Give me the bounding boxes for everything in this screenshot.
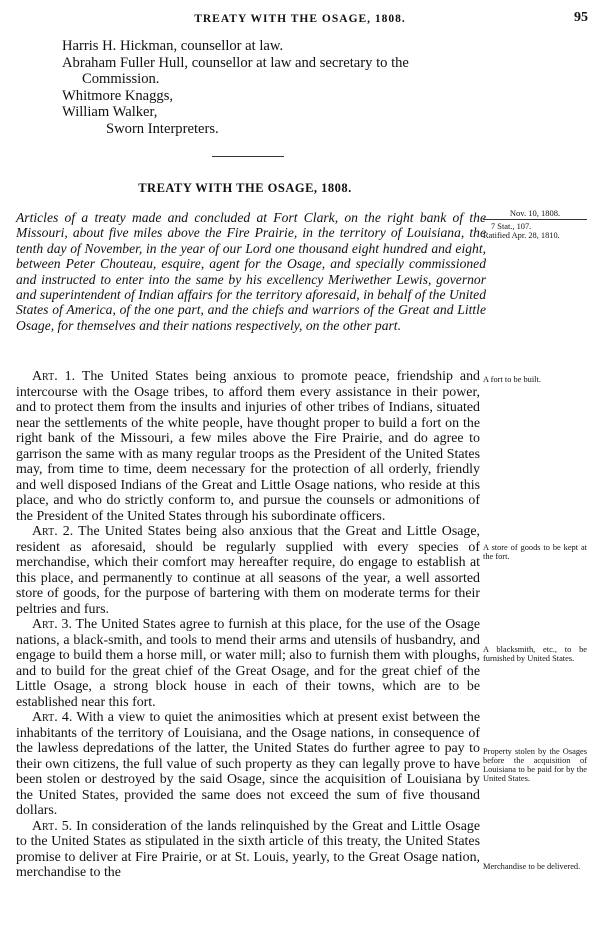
margin-note-art5: Merchandise to be delivered.: [483, 862, 581, 871]
article-1: [16, 369, 480, 524]
article-label: Art. 4.: [32, 710, 73, 725]
margin-note-art4: Property stolen by the Osages before the acquisition of Louisiana to be paid for by the United States.: [483, 747, 587, 783]
signature-line: Harris H. Hickman, counsellor at law.: [62, 38, 284, 54]
section-divider: [212, 156, 284, 157]
article-text: The United States being anxious to promote peace, friendship and intercourse with the Osage tribes, to afford them every assistance in their power, and to protect them from the insults and injuries of other tribes of Indians, situated near the settlements of the white people, have thought proper to build a fort on the right bank of the Missouri, a few miles above the Fire Prairie, and do agree to garrison the same with as many regular troops as the President of the United States may, from time to time, deem necessary for the protection of all orderly, friendly and well disposed Indians of the Great and Little Osage nations, who reside at this place, and who do strictly conform to, and pursue the counsels or admonitions of the President of the United States through his subordinate officers.: [16, 369, 480, 524]
article-text: In consideration of the lands relinquished by the Great and Little Osage to the United States as stipulated in the sixth article of this treaty, the United States promise to deliver at Fire Prairie, or at St. Louis, yearly, to the Great Osage nation, merchandise to the: [16, 818, 480, 880]
article-4: [16, 710, 480, 819]
page-number: 95: [574, 10, 588, 25]
signatures-block: [62, 38, 502, 138]
margin-note-ratified: Ratified Apr. 28, 1810.: [483, 231, 560, 240]
treaty-title: TREATY WITH THE OSAGE, 1808.: [138, 181, 352, 195]
margin-note-art3: A blacksmith, etc., to be furnished by United States.: [483, 645, 587, 663]
page-header: [0, 8, 600, 28]
article-5: [16, 819, 480, 881]
article-label: Art. 5.: [32, 818, 73, 834]
signature-line: William Walker,: [62, 104, 158, 121]
article-text: With a view to quiet the animosities which at present exist between the inhabitants of the territory of Louisiana, and the Osage nations, in consequence of the lawless depredations of the latter, the United States do further agree to pay to their own citizens, the full value of such property as they can legally prove to have been stolen or destroyed by the said Osage, since the acquisition of Louisiana by the United States, provided the same does not exceed the sum of five thousand dollars.: [16, 710, 480, 818]
article-label: Art. 1.: [32, 369, 76, 384]
signature-line: Abraham Fuller Hull, counsellor at law and secretary to the: [62, 54, 409, 71]
article-text: The United States agree to furnish at this place, for the use of the Osage nations, a black-smith, and tools to mend their arms and utensils of husbandry, and engage to build them a horse mill, or water mill; also to furnish them with ploughs, and to build for the great chief of the Great Osage, and for the great chief of the Little Osage, a strong block house in each of their towns, which are to be established near this fort.: [16, 617, 480, 710]
running-title: TREATY WITH THE OSAGE, 1808.: [194, 13, 406, 25]
margin-note-date: Nov. 10, 1808.: [483, 209, 587, 220]
treaty-preamble: Articles of a treaty made and concluded at Fort Clark, on the right bank of the Missouri, about five miles above the Fire Prairie, in the territory of Louisiana, the tenth day of November, in the year of our Lord one thousand eight hundred and eight, between Peter Chouteau, esquire, agent for the Osage, and specially commissioned and instructed to enter into the same by his excellency Meriwether Lewis, governor and superintendent of Indian affairs for the territory aforesaid, in behalf of the United States of America, of the one part, and the chiefs and warriors of the Great and Little Osage, for themselves and their nations respectively, on the other part.: [16, 210, 486, 333]
margin-note-date-block: [483, 209, 587, 240]
articles-body: [16, 369, 480, 881]
margin-note-citation: 7 Stat., 107.: [491, 222, 532, 231]
signature-line: Commission.: [82, 71, 160, 88]
article-3: [16, 617, 480, 710]
article-text: The United States being also anxious that the Great and Little Osage, resident as aforesaid, should be regularly supplied with every species of merchandise, which their comfort may hereafter require, do engage to establish at this place, and permanently to continue at all seasons of the year, a well assorted store of goods, for the purpose of bartering with them on moderate terms for their peltries and furs.: [16, 524, 480, 617]
article-2: [16, 524, 480, 617]
signature-line: Whitmore Knaggs,: [62, 87, 174, 104]
signature-line: Sworn Interpreters.: [106, 120, 219, 137]
margin-note-art1: A fort to be built.: [483, 375, 541, 384]
article-label: Art. 2.: [32, 524, 74, 539]
margin-note-art2: A store of goods to be kept at the fort.: [483, 543, 587, 561]
article-label: Art. 3.: [32, 617, 72, 632]
